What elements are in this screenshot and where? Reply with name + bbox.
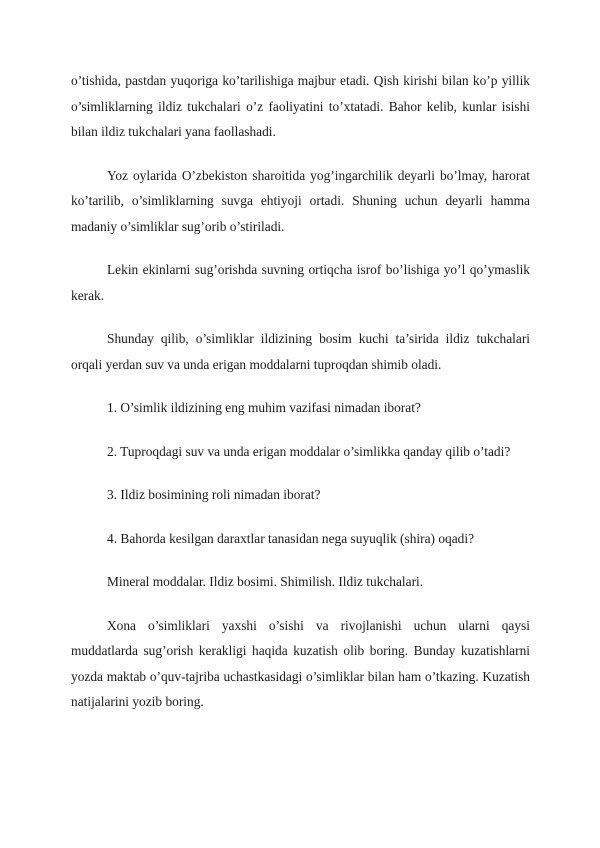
- keywords-line: Mineral moddalar. Ildiz bosimi. Shimilish. Ildiz tukchalari.: [107, 574, 424, 589]
- question-4: 4. Bahorda kesilgan daraxtlar tanasidan nega suyuqlik (shira) oqadi?: [107, 530, 475, 546]
- question-1: 1. O’simlik ildizining eng muhim vazifasi nimadan iborat?: [107, 400, 421, 415]
- question-3: 3. Ildiz bosimining roli nimadan iborat?: [107, 487, 321, 502]
- paragraph-water-waste: Lekin ekinlarni sug’orishda suvning ortiqcha isrof bo’lishiga yo’l qo’ymaslik kerak.: [71, 262, 530, 303]
- question-2: 2. Tuproqdagi suv va unda erigan moddalar o’simlikka qanday qilib o’tadi?: [107, 443, 511, 459]
- paragraph-root-pressure: Shunday qilib, o’simliklar ildizining bosim kuchi ta’sirida ildiz tukchalari orqali yerdan suv va unda erigan moddalarni tuproqdan shimib oladi.: [71, 331, 530, 372]
- paragraph-summer-irrigation: Yoz oylarida O’zbekiston sharoitida yog’ingarchilik deyarli bo’lmay, harorat ko’tarilib, o’simliklarning suvga ehtiyoji ortadi. Shuning uchun deyarli hamma madaniy o’simliklar sug’orib o’stiriladi.: [71, 167, 530, 234]
- document-page: [71, 68, 530, 733]
- paragraph-continuation: o’tishida, pastdan yuqoriga ko’tarilishiga majbur etadi. Qish kirishi bilan ko’p yillik o’simliklarning ildiz tukchalari o’z faoliyatini to’xtatadi. Bahor kelib, kunlar isishi bilan ildiz tukchalari yana faollashadi.: [71, 73, 530, 139]
- paragraph-assignment: Xona o’simliklari yaxshi o’sishi va rivojlanishi uchun ularni qaysi muddatlarda sug’orish kerakligi haqida kuzatish olib boring. Bunday kuzatishlarni yozda maktab o’quv-tajriba uchastkasidagi o’simliklar bilan ham o’tkazing. Kuzatish natijalarini yozib boring.: [71, 617, 530, 709]
